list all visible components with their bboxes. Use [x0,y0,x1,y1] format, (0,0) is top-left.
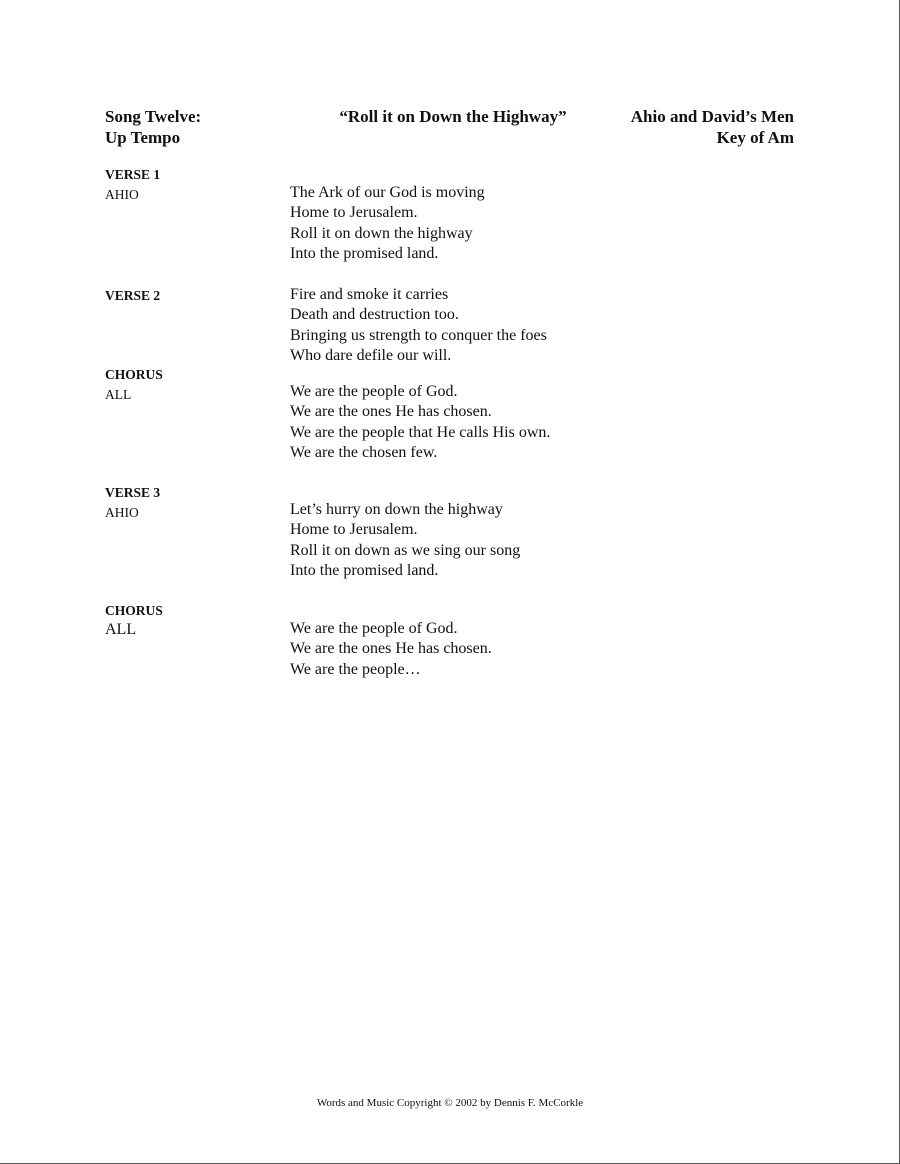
song-title: “Roll it on Down the Highway” [339,107,567,126]
lyric-line: Roll it on down the highway [290,224,473,242]
lyrics-block [290,500,520,582]
section-singer: ALL [105,621,137,638]
section-label: CHORUS [105,367,163,382]
lyrics-block [290,382,550,464]
section-label: CHORUS [105,603,163,618]
section-label: VERSE 2 [105,288,161,303]
lyric-line: We are the people that He calls His own. [290,423,551,441]
copyright-notice: Words and Music Copyright © 2002 by Dennis F. McCorkle [316,1097,584,1109]
song-performers: Ahio and David’s Men [630,107,794,126]
performer-block [631,106,794,148]
section-label: VERSE 1 [105,167,161,182]
lyric-line: Bringing us strength to conquer the foes [290,326,547,344]
section-label: VERSE 3 [105,485,161,500]
lyric-line: We are the people… [290,660,421,678]
lyric-line: Let’s hurry on down the highway [290,501,503,518]
lyric-line: Into the promised land. [290,245,439,263]
lyric-line: The Ark of our God is moving [290,184,485,201]
song-number: Song Twelve: [105,107,202,126]
lyrics-block [290,285,547,367]
song-tempo: Up Tempo [105,128,181,147]
lyric-line: We are the ones He has chosen. [290,640,492,658]
lyrics-block [290,183,485,265]
lyric-line: Into the promised land. [290,562,439,580]
lyric-line: Fire and smoke it carries [290,286,449,303]
lyric-line: We are the people of God. [290,383,458,400]
lyric-line: Home to Jerusalem. [290,204,418,222]
song-info-block [105,106,201,148]
lyric-line: We are the chosen few. [290,444,438,462]
lyric-line: Roll it on down as we sing our song [290,541,521,559]
lyric-line: Who dare defile our will. [290,347,452,365]
lyric-line: We are the people of God. [290,620,458,637]
section-singer: AHIO [105,187,139,202]
lyric-line: Death and destruction too. [290,306,459,324]
lyric-line: Home to Jerusalem. [290,521,418,539]
lyrics-block [290,619,492,680]
section-singer: AHIO [105,505,139,520]
lyric-line: We are the ones He has chosen. [290,403,492,421]
song-key: Key of Am [716,128,794,147]
section-singer: ALL [105,387,132,402]
